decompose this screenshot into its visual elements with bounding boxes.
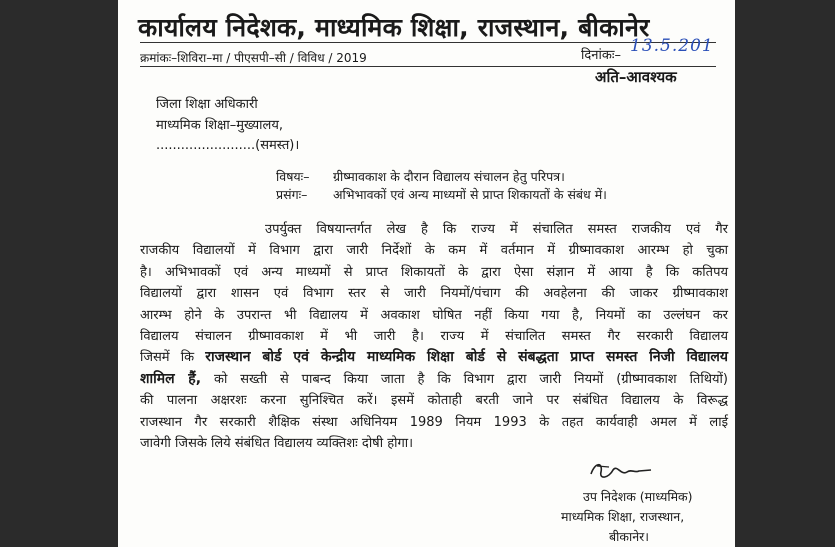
letter-body: [140, 219, 728, 454]
office-title: कार्यालय निदेशक, माध्यमिक शिक्षा, राजस्थान, बीकानेर: [138, 13, 650, 42]
body-line: विद्यालय संचालन ग्रीष्मावकाश में भी जारी है। राज्य में संचालित समस्त गैर सरकारी विद्यालय: [140, 329, 728, 345]
letter-page: [118, 0, 735, 547]
emphasis-text: शामिल हैं,: [140, 370, 202, 387]
date-label: दिनांकः–: [581, 48, 621, 63]
body-line-emphasis: [140, 369, 728, 390]
signatory-city: बीकानेर।: [609, 529, 650, 544]
addressee-line-1: जिला शिक्षा अधिकारी: [156, 97, 258, 112]
body-line: की पालना अक्षरशः करना सुनिश्चित करें। इसमें कोताही बरती जाने पर संबंधित विद्यालय के विरूद्ध: [140, 393, 728, 409]
body-text-fragment: को सख्ती से पाबन्द किया जाता है कि विभाग द्वारा जारी नियमों (ग्रीष्मावकाश तिथियों): [201, 371, 728, 387]
body-text-fragment: जिसमें कि: [140, 350, 206, 366]
date-value: 13.5.201: [630, 36, 714, 56]
signatory-designation: उप निदेशक (माध्यमिक): [583, 489, 693, 504]
body-line: जावेगी जिसके लिये संबंधित विद्यालय व्यक्तिशः दोषी होगा।: [140, 436, 414, 452]
handwritten-signature: [587, 458, 657, 484]
addressee-line-3: ........................(समस्त)।: [156, 138, 300, 153]
reference-text: अभिभावकों एवं अन्य माध्यमों से प्राप्त शिकायतों के संबंध में।: [333, 187, 607, 202]
body-line: आरम्भ होने के उपरान्त भी विद्यालय में अवकाश घोषित नहीं किया गया है, नियमों का उल्लंघन कर: [140, 307, 728, 323]
subject-text: ग्रीष्मावकाश के दौरान विद्यालय संचालन हेतु परिपत्र।: [333, 169, 565, 184]
body-line: राजस्थान गैर सरकारी शैक्षिक संस्था अधिनियम 1989 नियम 1993 के तहत कार्यवाही अमल में लाई: [140, 414, 728, 430]
signatory-department: माध्यमिक शिक्षा, राजस्थान,: [561, 509, 685, 524]
addressee-line-2: माध्यमिक शिक्षा–मुख्यालय,: [156, 118, 283, 133]
reference-label: प्रसंगः–: [276, 187, 308, 202]
body-line: उपर्युक्त विषयान्तर्गत लेख है कि राज्य में संचालित समस्त राजकीय एवं गैर: [265, 222, 728, 237]
body-line: है। अभिभावकों एवं अन्य माध्यमों से प्राप्त शिकायतों के द्वारा ऐसा संज्ञान में आया है कि कतिपय: [140, 264, 728, 280]
emphasis-text: राजस्थान बोर्ड एवं केन्द्रीय माध्यमिक शिक्षा बोर्ड से संबद्धता प्राप्त समस्त निजी विद्यालय: [205, 349, 728, 366]
body-line-emphasis: [140, 347, 728, 368]
subject-label: विषयः–: [276, 169, 310, 184]
body-line: विद्यालयों द्वारा शासन एवं विभाग स्तर से जारी नियमों/पंचाग की अवहेलना की जाकर ग्रीष्मावकाश: [140, 286, 728, 302]
body-line: राजकीय विद्यालयों में विभाग द्वारा जारी निर्देशों के कम में वर्तमान में ग्रीष्मावकाश आरम्भ हो चुका: [140, 243, 728, 259]
reference-number: क्रमांकः–शिविरा–मा / पीएसपी–सी / विविध / 2019: [140, 51, 367, 65]
urgency-marker: अति–आवश्यक: [595, 68, 677, 86]
